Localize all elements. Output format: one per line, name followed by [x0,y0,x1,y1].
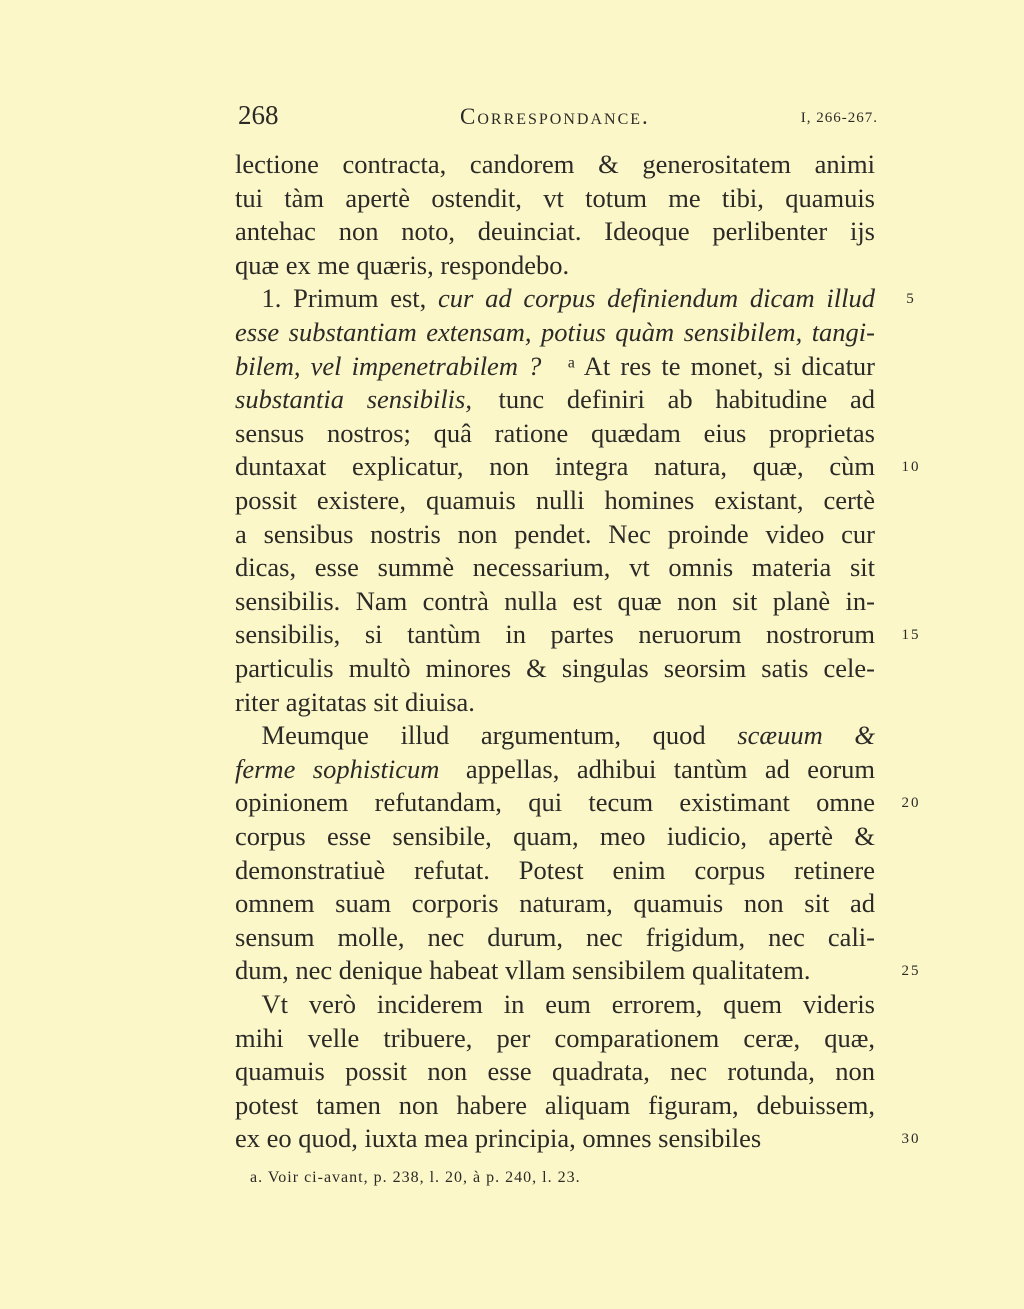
italic-text: bilem, vel impenetrabilem ? [235,350,542,381]
line-number: 5 [906,291,916,308]
text-span: tunc definiri ab habitudine ad [472,384,875,415]
text-span: opinionem refutandam, qui tecum existimant omne [235,787,875,818]
text-line [235,517,875,551]
footnote: a. Voir ci-avant, p. 238, l. 20, à p. 240, l. 23. [250,1169,581,1186]
text-span: Vt verò inciderem in eum errorem, quem videris [235,989,875,1019]
text-span: antehac non noto, deuinciat. Ideoque perlibenter ijs [235,216,875,247]
text-line [235,953,875,987]
text-line [235,651,875,685]
text-span: 1. Primum est, [235,283,439,314]
text-span: omnem suam corporis naturam, quamuis non sit ad [235,888,875,919]
text-span: ᵃ At res te monet, si dicatur [541,350,876,381]
page-header [238,100,878,134]
text-line [235,147,875,181]
text-span: demonstratiuè refutat. Potest enim corpus retinere [235,854,875,885]
text-span: potest tamen non habere aliquam figuram, debuissem, [235,1089,875,1120]
text-span: mihi velle tribuere, per comparationem ceræ, quæ, [235,1022,875,1053]
line-number: 30 [901,1131,921,1148]
text-span: quæ ex me quæris, respondebo. [235,249,570,280]
text-line [235,281,875,315]
text-line [235,483,875,517]
text-line [235,214,875,248]
text-line [235,920,875,954]
text-line [235,1121,875,1155]
text-line [235,685,875,719]
text-span: appellas, adhibui tantùm ad eorum [439,753,876,784]
italic-text: cur ad corpus definiendum dicam illud [438,283,875,314]
text-line [235,181,875,215]
text-span: duntaxat explicatur, non integra natura, quæ, cùm [235,451,875,482]
text-span: riter agitatas sit diuisa. [235,686,475,717]
text-line [235,315,875,349]
text-line [235,416,875,450]
text-line [235,886,875,920]
line-number: 25 [901,963,921,980]
page-number: 268 [238,100,279,130]
running-title: Correspondance. [460,104,650,129]
page-reference: I, 266-267. [800,110,878,126]
text-span: quamuis possit non esse quadrata, nec rotunda, non [235,1056,875,1087]
text-span: a sensibus nostris non pendet. Nec proinde video cur [235,518,875,549]
text-line [235,382,875,416]
italic-text: scæuum & [737,720,876,751]
text-line [235,449,875,483]
text-line [235,752,875,786]
text-span: ex eo quod, iuxta mea principia, omnes sensibiles [235,1123,762,1154]
text-line [235,617,875,651]
text-line [235,853,875,887]
text-line [235,1088,875,1122]
text-span: dicas, esse summè necessarium, vt omnis materia sit [235,552,875,583]
text-span: sensibilis, si tantùm in partes neruorum nostrorum [235,619,875,650]
line-number: 15 [901,627,921,644]
text-span: sensum molle, nec durum, nec frigidum, nec cali- [235,921,875,952]
text-line [235,987,875,1021]
line-number: 20 [901,795,921,812]
text-span: corpus esse sensibile, quam, meo iudicio, apertè & [235,821,875,851]
text-span: tui tàm apertè ostendit, vt totum me tibi, quamuis [235,182,875,213]
text-line [235,349,875,383]
text-span: lectione contracta, candorem & generositatem animi [235,149,875,179]
text-line [235,819,875,853]
italic-text: esse substantiam extensam, potius quàm sensibilem, tangi- [235,317,875,347]
text-line [235,584,875,618]
line-number: 10 [901,459,921,476]
italic-text: substantia sensibilis, [235,384,472,415]
text-line [235,1021,875,1055]
text-span: sensibilis. Nam contrà nulla est quæ non sit planè in- [235,585,875,616]
text-span: sensus nostros; quâ ratione quædam eius proprietas [235,417,875,448]
italic-text: ferme sophisticum [235,753,440,784]
text-line [235,785,875,819]
text-span: possit existere, quamuis nulli homines existant, certè [235,485,875,515]
text-span: dum, nec denique habeat vllam sensibilem qualitatem. [235,955,811,986]
text-span: Meumque illud argumentum, quod [235,720,738,751]
text-line [235,1054,875,1088]
text-line [235,718,875,752]
text-span: particulis multò minores & singulas seorsim satis cele- [235,653,875,683]
text-line [235,550,875,584]
text-line [235,248,875,282]
